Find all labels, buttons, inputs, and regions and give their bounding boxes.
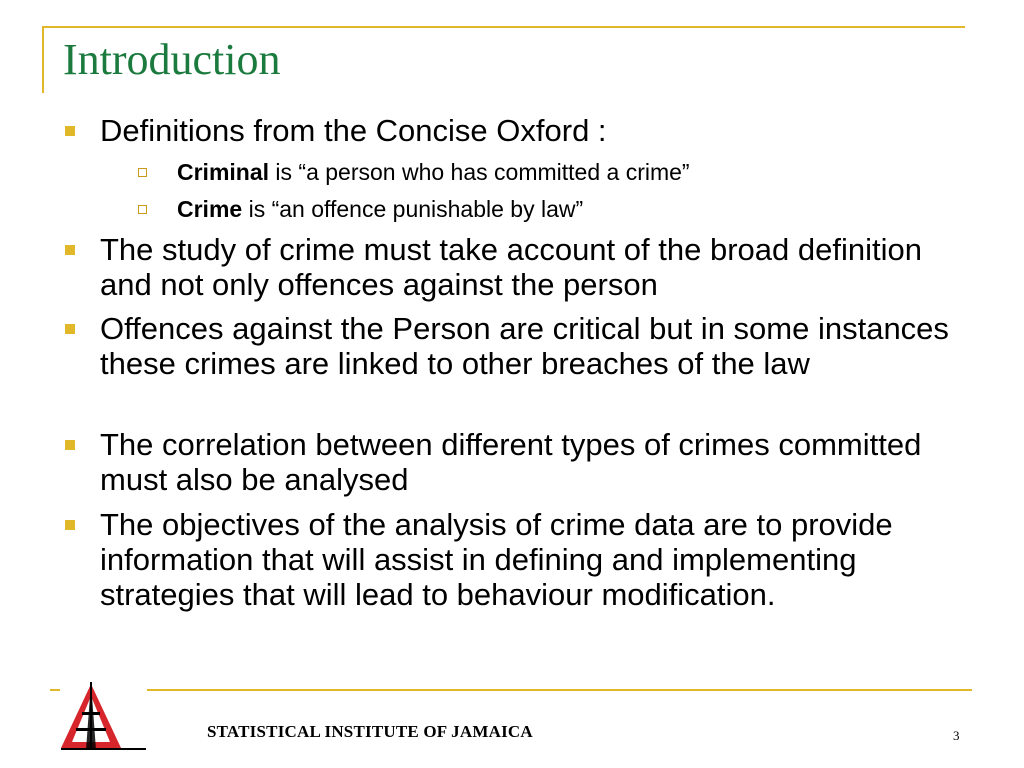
- bullet-text: The correlation between different types of crimes committed must also be analysed: [100, 427, 922, 497]
- slide-title: Introduction: [63, 35, 281, 84]
- bullet-item: [100, 427, 970, 497]
- bullet-text: The study of crime must take account of the broad definition and not only offences against the person: [100, 232, 922, 302]
- sub-bullet-item: [177, 158, 937, 186]
- bullet-item: [100, 113, 970, 148]
- square-bullet-icon: [65, 440, 75, 450]
- statin-logo: [58, 682, 148, 752]
- bottom-gold-rule-right: [147, 689, 972, 691]
- square-bullet-icon: [65, 245, 75, 255]
- hollow-square-bullet-icon: [138, 205, 147, 214]
- bullet-text: Definitions from the Concise Oxford :: [100, 113, 607, 148]
- bullet-text: Offences against the Person are critical but in some instances these crimes are linked to other breaches of the law: [100, 311, 949, 381]
- footer-organization: STATISTICAL INSTITUTE OF JAMAICA: [207, 722, 533, 741]
- sub-bullet-item: [177, 195, 937, 223]
- bullet-item: [100, 311, 970, 381]
- sub-bullet-term: Crime: [177, 196, 243, 222]
- bullet-item: [100, 507, 970, 612]
- bullet-item: [100, 232, 970, 302]
- sub-bullet-text: is “a person who has committed a crime”: [269, 159, 690, 185]
- square-bullet-icon: [65, 126, 75, 136]
- page-number: 3: [953, 728, 960, 743]
- square-bullet-icon: [65, 520, 75, 530]
- sub-bullet-term: Criminal: [177, 159, 270, 185]
- square-bullet-icon: [65, 324, 75, 334]
- sub-bullet-text: is “an offence punishable by law”: [242, 196, 584, 222]
- bullet-text: The objectives of the analysis of crime data are to provide information that will assist in defining and implementing strategies that will lead to behaviour modification.: [100, 507, 893, 612]
- hollow-square-bullet-icon: [138, 168, 147, 177]
